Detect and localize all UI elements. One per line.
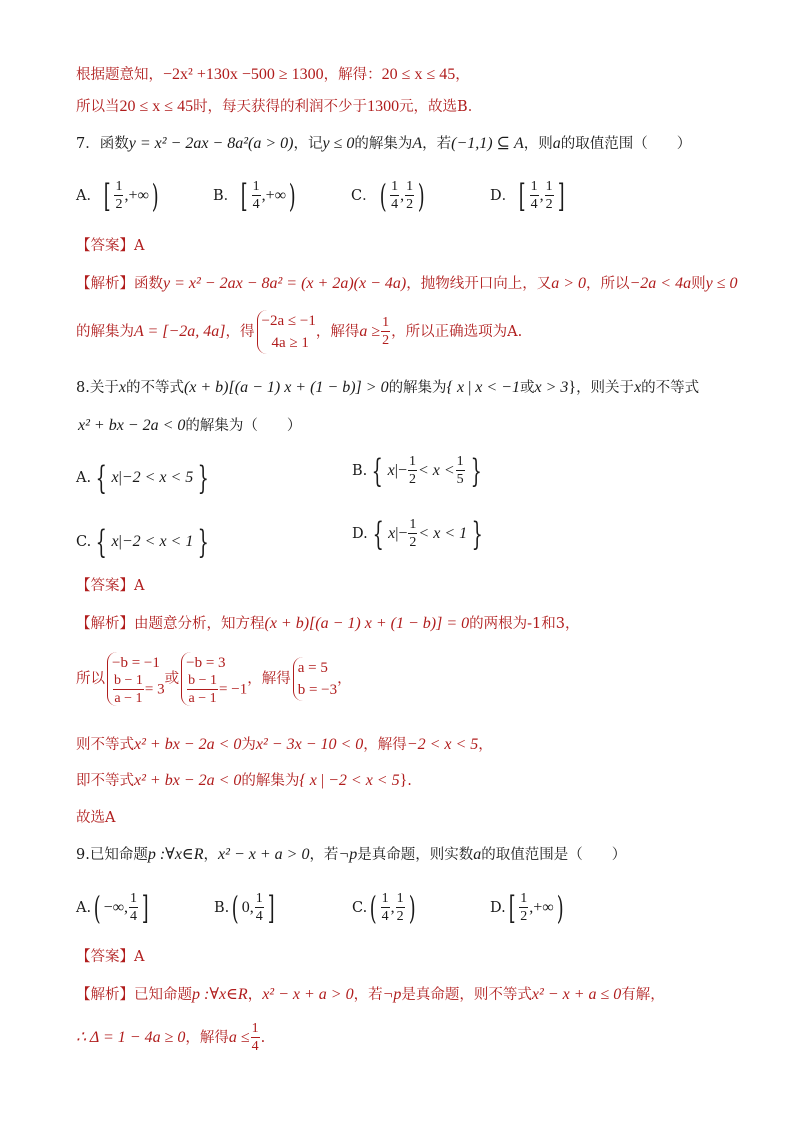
text: 7．函数 [76, 136, 129, 152]
q9-analysis-2 [76, 1022, 265, 1054]
system-row: −b = −1 [112, 655, 160, 671]
bracket: [ [240, 177, 248, 215]
text: . [407, 773, 412, 789]
q8-analysis-2 [76, 652, 352, 706]
math: 20 ≤ x ≤ 45 [381, 66, 456, 83]
text: ，解得： [323, 67, 382, 83]
analysis-tag: 【解析】 [76, 616, 134, 632]
text: 时，每天获得的利润不少于 [193, 99, 368, 115]
option-label: C. [352, 900, 368, 916]
text: 有解， [621, 987, 665, 1003]
denominator: 2 [382, 333, 390, 348]
denominator: 2 [409, 535, 417, 550]
system-row: −2a ≤ −1 [261, 313, 316, 329]
equation-system [107, 652, 165, 706]
math: −2x² +130x −500 ≥ 1300 [163, 66, 324, 83]
math: − [397, 462, 407, 479]
answer-tag: 【答案】 [76, 238, 134, 254]
numerator: 1 [252, 179, 260, 194]
q9-stem [76, 845, 626, 865]
numerator: 1 [255, 891, 263, 906]
denominator: 4 [130, 909, 138, 924]
math: y = x² − 2ax − 8a² = (x + 2a)(x − 4a) [163, 275, 407, 292]
system-row: b = −3 [297, 682, 338, 698]
fraction [251, 1022, 260, 1054]
numerator: 1 [381, 891, 389, 906]
text: ， [337, 671, 352, 687]
math: 20 ≤ x ≤ 45 [119, 98, 194, 115]
math: x² − x + a > 0 [218, 846, 310, 863]
denominator: 2 [396, 909, 404, 924]
math: ,+∞ [124, 187, 149, 204]
math: a ≤ [228, 1029, 250, 1046]
q9-option-d[interactable] [490, 889, 566, 927]
math: −2 < x < 1 [121, 533, 194, 550]
bracket: ) [556, 889, 564, 927]
math: a > 0 [551, 275, 586, 292]
text: ，所以正确选项为A. [391, 324, 523, 340]
math: { x [299, 772, 317, 789]
math: x [111, 469, 119, 486]
math: y ≤ 0 [705, 275, 738, 292]
q8-option-a[interactable]: A. { x|−2 < x < 5 } [76, 459, 210, 497]
text: ，得 [225, 324, 255, 340]
system-row [112, 674, 165, 706]
text: 的不等式 [641, 380, 700, 396]
text: ，若 [309, 847, 339, 863]
text: ，解得 [315, 324, 360, 340]
numerator: 1 [408, 454, 416, 469]
math: x [118, 379, 126, 396]
text: ，则 [523, 136, 553, 152]
option-label: A． [76, 188, 101, 204]
text: ，解得 [363, 737, 407, 753]
q8-option-b[interactable]: B. { x|− $\frac{1}{2}$ < x < $\frac{1}{5}$ } [352, 452, 482, 490]
numerator: 1 [530, 179, 538, 194]
system-row: a = 5 [297, 660, 328, 676]
text: ， [247, 987, 263, 1003]
q7-analysis-2 [76, 310, 522, 354]
system-row: −b = 3 [186, 655, 226, 671]
math: x [387, 462, 395, 479]
option-label: D． [490, 188, 517, 204]
math: x² − x + a ≤ 0 [531, 986, 622, 1003]
answer-value: A [134, 238, 145, 254]
text: 的取值范围是（ ） [481, 847, 627, 863]
fraction [456, 455, 465, 487]
q8-option-d[interactable]: D. { x|− $\frac{1}{2}$ < x < 1 } [352, 515, 483, 553]
math: (−1,1) ⊆ A [451, 135, 524, 152]
text: 或 [519, 380, 535, 396]
text: 已知命题 [134, 987, 192, 1003]
text: ，若 [353, 987, 383, 1003]
denominator: 2 [406, 197, 414, 212]
math: −2 < x < 5 [121, 469, 194, 486]
option-label: C． [351, 188, 377, 204]
q8-analysis-3 [76, 735, 493, 755]
math: 0, [241, 899, 254, 916]
q7-option-d[interactable]: D．[ $\frac{1}{4}$ , $\frac{1}{2}$ ] [490, 177, 565, 215]
intro-line-2 [76, 97, 482, 117]
q8-answer [76, 576, 144, 596]
bracket: ] [141, 889, 149, 927]
equation-system [293, 657, 337, 701]
text: 则不等式 [76, 737, 134, 753]
text: 的解集为 [241, 773, 300, 789]
system-row: 4a ≥ 1 [271, 335, 309, 351]
fraction [255, 892, 264, 924]
text: 所以当 [76, 99, 120, 115]
math: = −1 [219, 681, 248, 698]
math: x < −1 [475, 379, 520, 396]
denominator: 4 [391, 197, 399, 212]
numerator: b − 1 [114, 673, 143, 688]
math: y = x² − 2ax − 8a²(a > 0) [128, 135, 294, 152]
math: x [111, 533, 119, 550]
system-row [186, 674, 247, 706]
text: ， [203, 847, 219, 863]
fraction [396, 892, 405, 924]
text: 的解集为（ ） [185, 418, 302, 434]
numerator: 1 [520, 891, 528, 906]
text: 的解集为 [76, 324, 134, 340]
math: a [473, 846, 482, 863]
math: { x [446, 379, 465, 396]
bracket: [ [508, 889, 516, 927]
numerator: 1 [545, 179, 553, 194]
text: 9.已知命题 [76, 847, 148, 863]
math: < x < [417, 462, 455, 479]
text: 函数 [134, 276, 163, 292]
text: 故选A [76, 810, 116, 826]
math: < x < 1 [418, 525, 468, 542]
numerator: 1 [396, 891, 404, 906]
numerator: 1 [115, 179, 123, 194]
math: x² + bx − 2a < 0 [78, 417, 186, 434]
math: ¬p [382, 986, 402, 1003]
q7-option-c[interactable]: C．( $\frac{1}{4}$ , $\frac{1}{2}$ ) [351, 177, 425, 215]
denominator: 2 [408, 472, 416, 487]
math: −2 < x < 5 [328, 772, 400, 789]
math: − [398, 525, 408, 542]
text: 是真命题，则实数 [357, 847, 474, 863]
q7-option-b[interactable] [213, 177, 299, 215]
q7-analysis-1 [76, 274, 737, 294]
text: ， [455, 67, 470, 83]
denominator: 2 [545, 197, 553, 212]
math: x² − 3x − 10 < 0 [255, 736, 364, 753]
answer-value: A [134, 949, 145, 965]
numerator: 1 [382, 315, 390, 330]
math: x² + bx − 2a < 0 [134, 772, 242, 789]
text: ，若 [422, 136, 452, 152]
math: A [412, 135, 423, 152]
math: } [399, 772, 408, 789]
denominator: 4 [251, 1039, 259, 1054]
bracket: [ [103, 177, 111, 215]
answer-tag: 【答案】 [76, 949, 134, 965]
numerator: 1 [251, 1021, 259, 1036]
math: x [388, 525, 396, 542]
option-label: D. [490, 900, 506, 916]
bracket: ) [288, 177, 296, 215]
math: x [634, 379, 642, 396]
numerator: 1 [406, 179, 414, 194]
text: ，所以 [586, 276, 630, 292]
bracket: ( [369, 889, 377, 927]
math: a [552, 135, 561, 152]
text: 由题意分析，知方程 [134, 616, 265, 632]
math: p :∀x∈R [192, 986, 248, 1003]
denominator: 2 [520, 909, 528, 924]
math: x² − x + a > 0 [262, 986, 354, 1003]
answer-tag: 【答案】 [76, 578, 134, 594]
fraction [252, 180, 261, 212]
math: x² + bx − 2a < 0 [134, 736, 242, 753]
q9-analysis-1 [76, 985, 665, 1005]
fraction [519, 892, 528, 924]
text: ，解得 [247, 671, 291, 687]
denominator: 4 [252, 197, 260, 212]
equation-system [181, 652, 247, 706]
denominator: 2 [115, 197, 123, 212]
option-label: B． [213, 188, 239, 204]
text: 所以 [76, 671, 105, 687]
q9-option-a[interactable] [76, 889, 152, 927]
option-label: A. [76, 470, 92, 486]
q8-option-c[interactable]: C. { x|−2 < x < 1 } [76, 523, 210, 561]
numerator: 1 [130, 891, 138, 906]
bracket: ) [408, 889, 416, 927]
bracket: ( [232, 889, 239, 927]
math: } [568, 379, 577, 396]
analysis-tag: 【解析】 [76, 276, 134, 292]
q9-option-b[interactable] [214, 889, 277, 927]
fraction [390, 180, 399, 212]
text: ，记 [293, 136, 323, 152]
bracket: ) [151, 177, 159, 215]
denominator: 4 [530, 197, 538, 212]
option-label: A. [76, 900, 92, 916]
bracket: ] [267, 889, 275, 927]
denominator: 5 [456, 472, 464, 487]
fraction [530, 180, 539, 212]
fraction [381, 892, 390, 924]
intro-line-1 [76, 65, 470, 85]
bracket: ( [93, 889, 101, 927]
math: y ≤ 0 [322, 135, 355, 152]
math: a ≥ [359, 323, 381, 340]
bracket: ] [557, 177, 565, 215]
q9-answer [76, 947, 144, 967]
fraction [114, 180, 123, 212]
numerator: 1 [391, 179, 399, 194]
q7-answer [76, 236, 144, 256]
q8-final [76, 808, 115, 828]
text: 或 [164, 671, 180, 687]
q7-stem [76, 134, 691, 154]
q9-option-c[interactable]: C.( $\frac{1}{4}$ , $\frac{1}{2}$ ) [352, 889, 416, 927]
math: (x + b)[(a − 1) x + (1 − b)] = 0 [264, 615, 470, 632]
text: 的解集为 [354, 136, 413, 152]
numerator: 1 [456, 454, 464, 469]
q8-stem-1: 8.关于x的不等式(x + b)[(a − 1) x + (1 − b)] > 0的解集为{ x | x < −1或x > 3}，则关于x的不等式 [76, 379, 700, 396]
math: x > 3 [534, 379, 569, 396]
math: ¬p [338, 846, 358, 863]
denominator: 4 [255, 909, 263, 924]
text: 的两根为-1和3， [469, 616, 580, 632]
fraction [405, 180, 414, 212]
text: . [260, 1030, 266, 1046]
text: 即不等式 [76, 773, 134, 789]
fraction [408, 455, 417, 487]
q8-analysis-4: 即不等式x² + bx − 2a < 0的解集为{ x | −2 < x < 5}. [76, 772, 412, 789]
math: −2 < x < 5 [406, 736, 479, 753]
text: 是真命题，则不等式 [401, 987, 532, 1003]
math: = 3 [144, 681, 165, 698]
option-label: C. [76, 534, 92, 550]
answer-value: A [134, 578, 145, 594]
bracket: [ [518, 177, 526, 215]
denominator: a − 1 [188, 691, 217, 706]
math: −2a < 4a [629, 275, 692, 292]
text: ，则关于 [576, 380, 635, 396]
bracket: ) [417, 177, 425, 215]
denominator: a − 1 [114, 691, 143, 706]
math: 1300 [367, 98, 400, 115]
text: 的不等式 [125, 380, 184, 396]
text: 元，故选B． [399, 99, 483, 115]
math: (x + b)[(a − 1) x + (1 − b)] > 0 [183, 379, 389, 396]
bracket: ( [379, 177, 387, 215]
math: p :∀x∈R [147, 846, 204, 863]
math: ,+∞ [529, 899, 554, 916]
fraction [408, 518, 417, 550]
analysis-tag: 【解析】 [76, 987, 134, 1003]
text: 根据题意知， [76, 67, 163, 83]
numerator: 1 [409, 517, 417, 532]
math: ∴ Δ = 1 − 4a ≥ 0 [76, 1029, 186, 1046]
q8-analysis-1 [76, 614, 579, 634]
text: 则 [691, 276, 706, 292]
option-label: B. [352, 463, 368, 479]
text: ，抛物线开口向上，又 [406, 276, 552, 292]
fraction [545, 180, 554, 212]
q7-option-a[interactable] [76, 177, 161, 215]
fraction [381, 316, 390, 348]
text: 的取值范围（ ） [560, 136, 692, 152]
text: ，解得 [185, 1030, 229, 1046]
math: A = [−2a, 4a] [134, 323, 226, 340]
text: 的解集为 [388, 380, 447, 396]
text: 8.关于 [76, 380, 119, 396]
math: −∞, [103, 899, 129, 916]
fraction [129, 892, 138, 924]
text: ， [478, 737, 493, 753]
option-label: D. [352, 526, 368, 542]
numerator: b − 1 [188, 673, 218, 688]
q8-stem-2 [78, 416, 301, 436]
text: 为 [241, 737, 256, 753]
math: ,+∞ [261, 187, 287, 204]
option-label: B. [214, 900, 230, 916]
equation-system [257, 310, 316, 354]
denominator: 4 [381, 909, 389, 924]
